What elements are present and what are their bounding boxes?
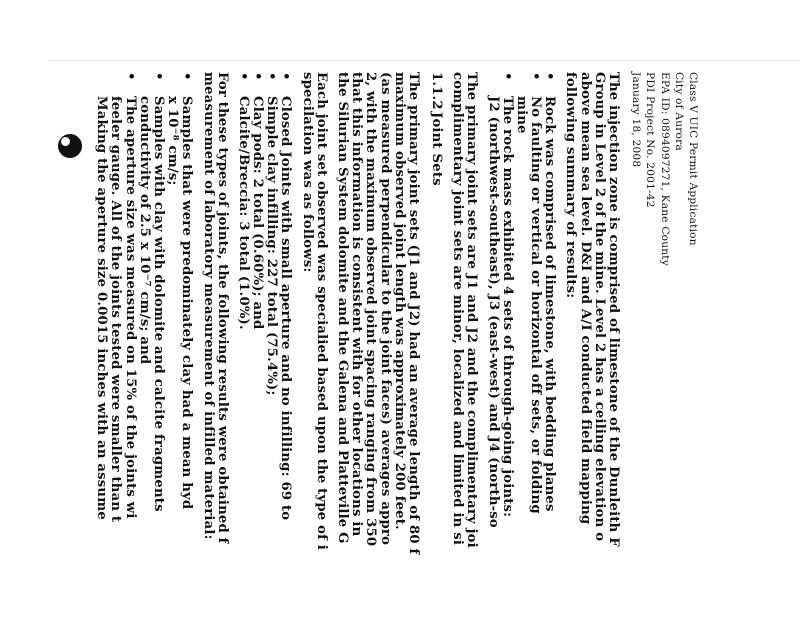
text-line: For these types of joints, the following results were obtained f [214, 72, 230, 544]
bullet-icon: • [264, 72, 280, 81]
text-line: Group in Level 2 of the mine. Level 2 has a ceiling elevation o [591, 72, 607, 542]
list-item-continuation: mine [513, 96, 529, 134]
bullet-icon: • [278, 72, 294, 81]
text-line: measurement of laboratory measurement of infilled material: [200, 72, 216, 540]
section-title: Joint Sets [429, 112, 444, 186]
list-item: •Closed Joints with small aperture and no infilling: 69 to [278, 72, 294, 521]
text-line: the Silurian System dolomite and the Galena and Platteville G [335, 72, 351, 544]
rotated-document-body [94, 72, 699, 618]
list-item-continuation: feeler gauge. All of the joints tested were smaller than t [108, 96, 124, 523]
text-line: The injection zone is comprised of limestone of the Dunleith F [606, 72, 622, 547]
header-line: PDI Project No. 2001-42 [644, 72, 657, 208]
list-item: •Simple clay infilling: 227 total (75.4%); [264, 72, 280, 396]
text-line: (as measured perpendicular to the joint faces) averages appro [377, 72, 393, 546]
text-line: above mean sea level. D&I and A/I conducted field mapping [577, 72, 593, 525]
text-line: specilation was as follows: [299, 72, 315, 273]
paragraph-injection-zone [563, 72, 620, 618]
header-line: City of Aurora [672, 72, 685, 151]
list-item-continuation: conductivity of 2.5 x 10⁻⁷ cm/s; and [136, 96, 152, 365]
list-item-continuation: x 10⁻⁸ cm/s; [165, 96, 181, 186]
text-line: The primary joint sets are J1 and J2 and the complimentary joi [464, 72, 480, 548]
paragraph-specilation [300, 72, 328, 618]
bullet-icon: • [499, 72, 515, 81]
section-number: 1.1.2 [429, 72, 444, 110]
list-item: •Samples that were predominately clay had a mean hyd [179, 72, 195, 510]
bullet-icon: • [542, 72, 558, 81]
text-line: complimentary joint sets are minor, localized and limited in si [450, 72, 466, 546]
header-line: January 18, 2008 [630, 72, 643, 168]
text-line: Each joint set observed was specialied based upon the type of i [313, 72, 329, 551]
scanned-page [48, 60, 800, 618]
list-item: •No faulting or vertical or horizontal off sets, or folding [528, 72, 544, 514]
paragraph-joint-sets [335, 72, 420, 618]
bullet-icon: • [235, 72, 251, 81]
list-item-continuation: J2 (northwest-southeast), J3 (east-west) and J4 (north-so [485, 96, 501, 528]
header-line: Class V UIC Permit Application [687, 72, 699, 246]
bullet-icon: • [250, 72, 266, 81]
section-heading [427, 72, 443, 618]
bullet-list-joint-types [236, 72, 293, 618]
list-item: •Clay pods: 2 total (0.60%); and [250, 72, 266, 330]
list-item: •Calcite/Breccia: 3 total (1.0%). [235, 72, 251, 330]
bullet-icon: • [179, 72, 195, 81]
list-item: •The rock mass exhibited 4 sets of through-going joints: [499, 72, 515, 518]
text-line: that this information is consistent with for other locations in [349, 72, 365, 537]
list-item-continuation: Making the aperture size 0.0015 inches with an assume [94, 96, 110, 520]
binder-hole-icon [58, 134, 82, 158]
text-line: The primary joint sets (J1 and J2) had an average length of 80 f [406, 72, 421, 555]
list-item: •Rock was comprised of limestone, with bedding planes [542, 72, 558, 512]
bullet-icon: • [122, 72, 138, 81]
bullet-icon: • [528, 72, 544, 81]
bullet-icon: • [151, 72, 166, 81]
text-line: 2, with the maximum observed joint spacing ranging from 350 [363, 72, 379, 547]
paragraph-results [200, 72, 228, 618]
list-item: •The aperture size was measured on 15% of the joints wi [122, 72, 138, 519]
text-line: following summary of results: [563, 72, 579, 299]
paragraph-primary-joints [450, 72, 478, 618]
bullet-list-results [485, 72, 556, 618]
list-item: •Samples with clay with dolomite and calcite fragments [151, 72, 166, 512]
bullet-list-measurements [94, 72, 193, 618]
header-line: EPA ID: 0894097271, Kane County [658, 72, 671, 266]
document-header [627, 72, 698, 618]
text-line: maximum observed joint length was approximately 200 feet. [391, 72, 407, 530]
